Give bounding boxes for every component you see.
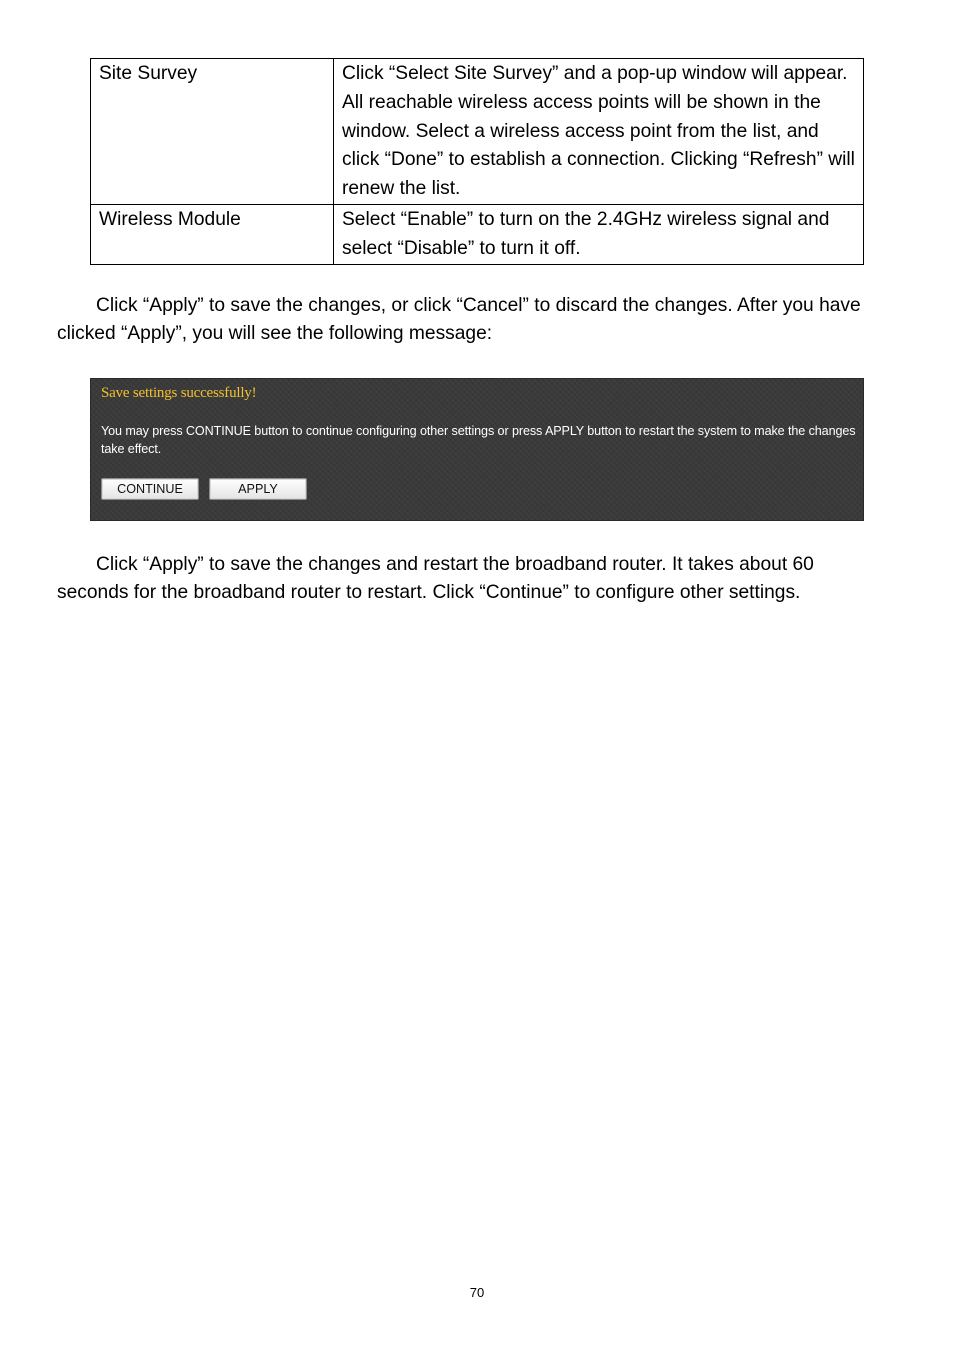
save-settings-screenshot: [90, 378, 864, 521]
description-cell: Click “Select Site Survey” and a pop-up window will appear. All reachable wireless access points will be shown in the window. Select a wireless access point from the list, and click “Done” to establish a connection. Clicking “Refresh” will renew the list.: [334, 59, 864, 205]
term-cell: Site Survey: [91, 59, 334, 205]
description-cell: Select “Enable” to turn on the 2.4GHz wireless signal and select “Disable” to turn it off.: [334, 204, 864, 264]
paragraph-apply-cancel: [57, 292, 887, 349]
continue-button[interactable]: CONTINUE: [101, 478, 199, 500]
paragraph-text: Click “Apply” to save the changes and restart the broadband router. It takes about 60 seconds for the broadband router to restart. Click “Continue” to configure other settings.: [57, 554, 814, 604]
success-message: You may press CONTINUE button to continue configuring other settings or press APPLY button to restart the system to make the changes take effect.: [101, 424, 856, 456]
success-title: Save settings successfully!: [101, 385, 257, 401]
table-row: [91, 59, 864, 205]
paragraph-text: Click “Apply” to save the changes, or click “Cancel” to discard the changes. After you have clicked “Apply”, you will see the following message:: [57, 295, 861, 345]
paragraph-apply-restart: [57, 551, 887, 608]
page-number: 70: [469, 1285, 485, 1300]
apply-button[interactable]: APPLY: [209, 478, 307, 500]
table-row: [91, 204, 864, 264]
feature-table: [90, 58, 864, 265]
term-cell: Wireless Module: [91, 204, 334, 264]
